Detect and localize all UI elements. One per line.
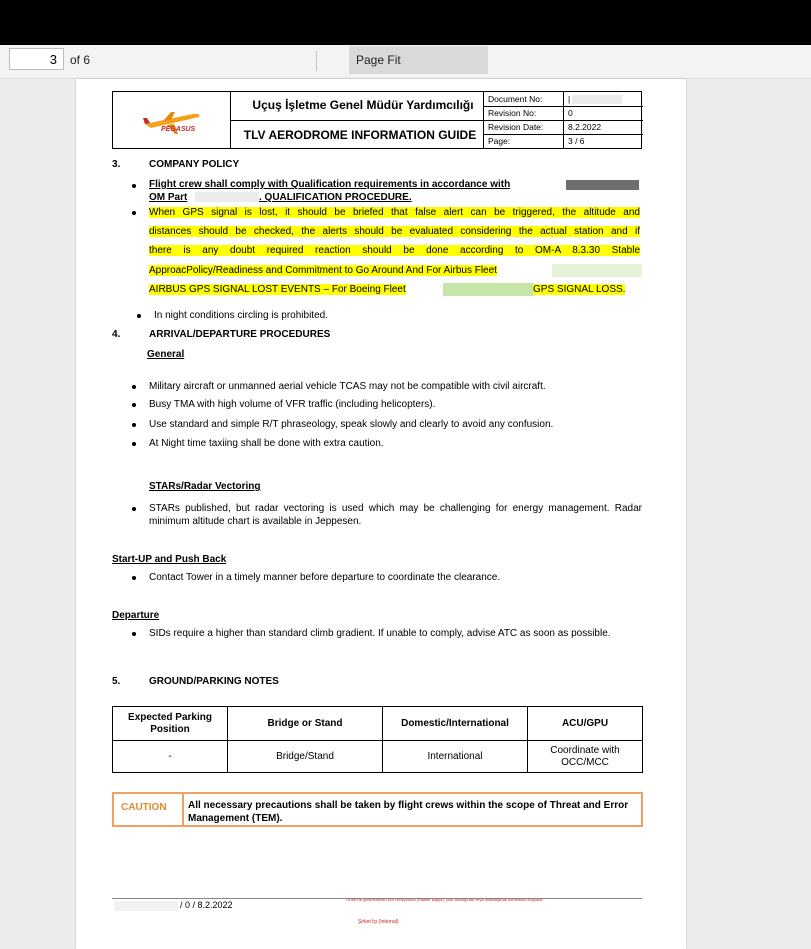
header-divider [230,120,483,121]
section-title: GROUND/PARKING NOTES [149,676,279,687]
section-number: 4. [112,329,121,340]
section-number: 5. [112,676,121,687]
document-page [76,79,686,949]
redaction [572,95,622,104]
qualification-text: OM Part [149,192,188,203]
footer-disclaimer: GDMS'te görüntülenen son revizyondur (master kopya), çıktı alındığında veya indirildiğinde kontrolsüz kopyadır [346,897,543,902]
gps-text: distances should be checked, the alerts should be evaluated considering the actual station and if [149,226,640,237]
redaction [114,901,178,911]
meta-label: Document No: [488,94,543,104]
redaction [443,283,533,296]
meta-value: 0 [568,108,573,118]
redaction [195,192,259,202]
gps-text: ApproacPolicy/Readiness and Commitment to Go Around And For Airbus Fleet [149,265,497,276]
meta-label: Page: [488,136,511,146]
gps-text: GPS SIGNAL LOSS. [533,284,626,295]
subheading-departure: Departure [112,610,160,621]
gps-text: AIRBUS GPS SIGNAL LOST EVENTS – For Boeing Fleet [149,284,406,295]
table-header-cell: Expected Parking Position [113,707,228,741]
caution-label: CAUTION [121,802,167,813]
list-item: Use standard and simple R/T phraseology, speak slowly and clearly to avoid any confusion. [149,419,554,430]
table-cell: Coordinate with OCC/MCC [528,741,643,773]
startup-text: Contact Tower in a timely manner before departure to coordinate the clearance. [149,572,501,583]
table-header-row [113,707,643,741]
meta-label: Revision Date: [488,122,544,132]
bullet-icon [137,314,141,318]
table-header-cell: Domestic/International [383,707,528,741]
bullet-icon [132,385,136,389]
subheading-stars: STARs/Radar Vectoring [149,481,261,492]
meta-value: 3 / 6 [568,136,585,146]
table-header-cell: ACU/GPU [528,707,643,741]
caution-divider [182,794,184,825]
departure-text: SIDs require a higher than standard climb gradient. If unable to comply, advise ATC as soon as possible. [149,628,611,639]
bullet-icon [132,507,136,511]
footer-revision: / 0 / 8.2.2022 [180,900,233,910]
meta-value: 8.2.2022 [568,122,602,132]
subheading-general: General [147,349,185,360]
table-cell: - [113,741,228,773]
redaction [552,264,642,277]
zoom-mode-select[interactable]: Page Fit [349,46,488,74]
window-top-bar [0,0,811,45]
bullet-icon [132,442,136,446]
list-item: At Night time taxiing shall be done with extra caution. [149,438,384,449]
section-number: 3. [112,159,121,170]
list-item: Busy TMA with high volume of VFR traffic (including helicopters). [149,399,436,410]
table-header-cell: Bridge or Stand [228,707,383,741]
meta-value: | [568,94,571,104]
header-subtitle: TLV AERODROME INFORMATION GUIDE [243,128,477,142]
header-title: Uçuş İşletme Genel Müdür Yardımcılığı [252,98,474,112]
section-title: ARRIVAL/DEPARTURE PROCEDURES [149,329,331,340]
night-circling-text: In night conditions circling is prohibited. [154,310,328,321]
logo-text: PEGASUS [161,126,196,133]
viewer-toolbar [0,45,811,79]
bullet-icon [132,576,136,580]
bullet-icon [132,403,136,407]
bullet-icon [132,423,136,427]
gps-text: there is any doubt required reaction should be done according to OM-A 8.3.30 Stable [149,245,640,256]
meta-label: Revision No: [488,108,537,118]
header-divider [483,120,643,121]
table-cell: International [383,741,528,773]
header-divider [483,134,643,135]
bullet-icon [132,632,136,636]
page-number-input[interactable] [9,48,64,70]
bullet-icon [132,184,136,188]
header-divider [483,106,643,107]
caution-text: All necessary precautions shall be taken by flight crews within the scope of Threat and Error Management (TEM). [188,800,629,824]
bullet-icon [132,211,136,215]
qualification-text: . QUALIFICATION PROCEDURE. [259,192,412,203]
page-total-label: of 6 [70,53,91,67]
toolbar-divider [316,51,317,71]
subheading-startup: Start-UP and Push Back [112,554,227,565]
caution-box [112,792,643,827]
list-item: Military aircraft or unmanned aerial vehicle TCAS may not be compatible with civil aircraft. [149,381,546,392]
footer-classification: Şirket İçi (Internal) [358,919,399,925]
redaction [566,180,639,190]
qualification-text: Flight crew shall comply with Qualification requirements in accordance with [149,179,511,190]
table-row [113,741,643,773]
document-header [112,91,642,149]
table-cell: Bridge/Stand [228,741,383,773]
stars-text: STARs published, but radar vectoring is used which may be challenging for energy management. Radar minimum altitude chart is available in Jeppesen. [149,503,642,527]
parking-table [112,706,643,773]
section-title: COMPANY POLICY [149,159,240,170]
gps-text: When GPS signal is lost, it should be briefed that false alert can be triggered, the altitude and [149,207,640,218]
pegasus-logo [141,104,203,138]
